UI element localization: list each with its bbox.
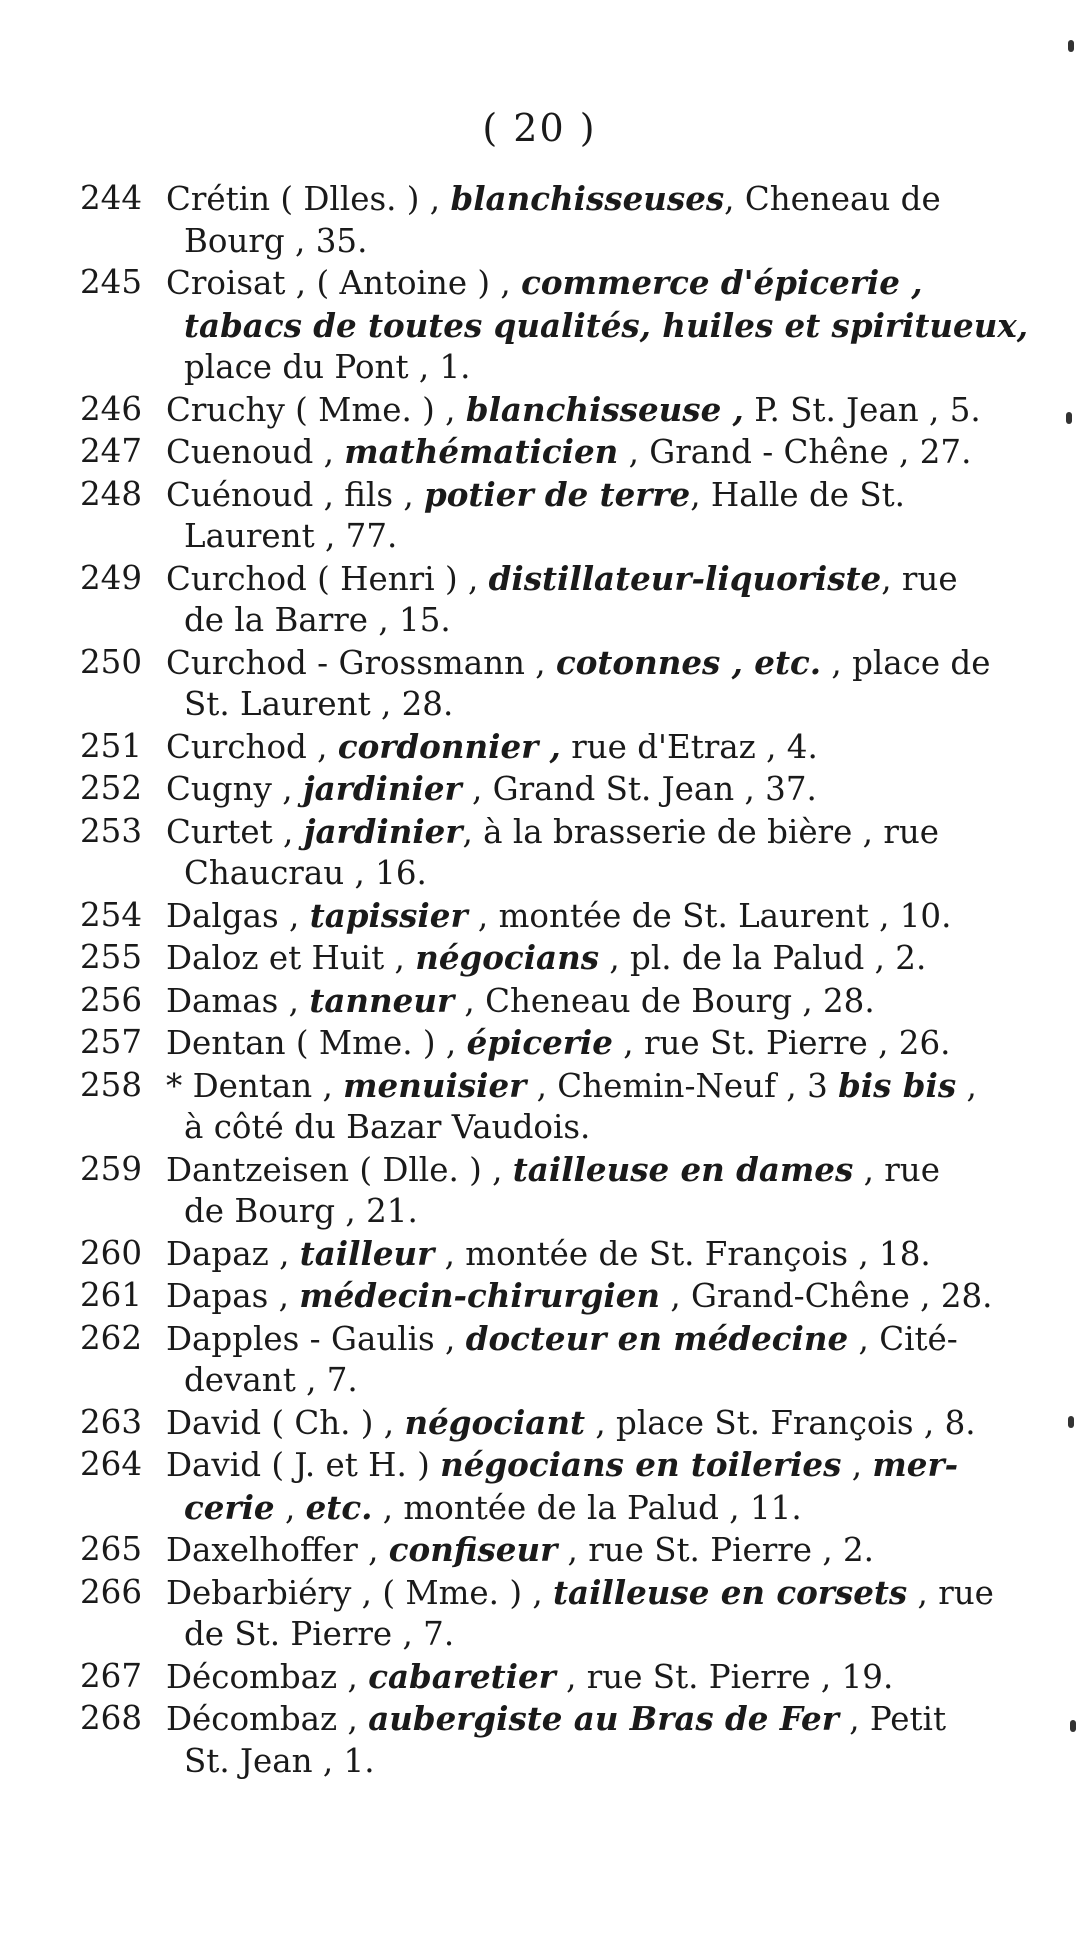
entry-line: * Dentan , menuisier , Chemin-Neuf , 3 bis bis ,: [166, 1065, 977, 1105]
list-item: [80, 1275, 998, 1318]
entry-text: [166, 980, 998, 1023]
entry-line: Damas , tanneur , Cheneau de Bourg , 28.: [166, 980, 875, 1020]
entry-number: 262: [80, 1318, 143, 1357]
list-item: [80, 1572, 998, 1656]
entry-line: Curchod - Grossmann , cotonnes , etc. , place de: [166, 642, 991, 682]
entry-text: [166, 811, 998, 895]
entry-number: 244: [80, 179, 143, 217]
entry-text: [166, 1402, 998, 1445]
list-item: [80, 768, 998, 811]
entry-text: [166, 1656, 998, 1699]
entry-line: David ( Ch. ) , négociant , place St. François , 8.: [166, 1402, 976, 1442]
list-item: [80, 178, 998, 262]
entry-text: [166, 1275, 998, 1318]
list-item: [80, 558, 998, 642]
list-item: [80, 811, 998, 895]
entry-text: [166, 558, 998, 642]
entry-line: Curtet , jardinier, à la brasserie de bière , rue: [166, 811, 940, 851]
entry-line: Dentan ( Mme. ) , épicerie , rue St. Pierre , 26.: [166, 1023, 951, 1062]
list-item: [80, 474, 998, 558]
list-item: [80, 262, 1029, 389]
entry-line: Dapas , médecin-chirurgien , Grand-Chêne , 28.: [166, 1276, 993, 1315]
entry-text: [166, 431, 998, 474]
list-item: [80, 1698, 998, 1782]
entry-text: [166, 937, 998, 980]
entry-text: [166, 1698, 998, 1782]
entry-line: Daloz et Huit , négocians , pl. de la Palud , 2.: [166, 938, 927, 977]
entry-number: 252: [80, 769, 143, 807]
entry-line: Crétin ( Dlles. ) , blanchisseuses, Cheneau de: [166, 179, 941, 218]
entry-text: [166, 262, 1029, 389]
entry-line: Dapples - Gaulis , docteur en médecine , Cité-: [166, 1318, 958, 1358]
entry-line: Bourg , 35.: [184, 221, 368, 260]
entry-line: Décombaz , aubergiste au Bras de Fer , Petit: [166, 1699, 947, 1738]
entry-text: [166, 895, 998, 938]
entry-number: 264: [80, 1445, 143, 1483]
entry-number: 255: [80, 938, 143, 976]
entry-number: 258: [80, 1065, 143, 1104]
entry-number: 247: [80, 432, 143, 470]
list-item: [80, 389, 998, 432]
entry-line: Cugny , jardinier , Grand St. Jean , 37.: [166, 769, 817, 808]
entry-text: [166, 642, 998, 726]
list-item: [80, 431, 998, 474]
entry-line: Dapaz , tailleur , montée de St. François , 18.: [166, 1233, 931, 1273]
entry-text: [166, 1444, 998, 1529]
entry-line: Curchod ( Henri ) , distillateur-liquoriste, rue: [166, 558, 958, 598]
entry-text: [166, 1233, 998, 1276]
list-item: [80, 1022, 998, 1065]
entry-line: cerie , etc. , montée de la Palud , 11.: [184, 1487, 802, 1527]
entry-line: devant , 7.: [184, 1361, 358, 1399]
entry-number: 263: [80, 1402, 143, 1441]
entry-line: Cuenoud , mathématicien , Grand - Chêne , 27.: [166, 432, 972, 471]
entry-number: 268: [80, 1699, 143, 1737]
entry-line: Cruchy ( Mme. ) , blanchisseuse , P. St. Jean , 5.: [166, 389, 981, 429]
entry-line: Curchod , cordonnier , rue d'Etraz , 4.: [166, 726, 818, 766]
entry-number: 257: [80, 1023, 143, 1061]
list-item: [80, 1402, 998, 1445]
entry-text: [166, 389, 998, 432]
entry-line: Dantzeisen ( Dlle. ) , tailleuse en dames , rue: [166, 1149, 940, 1189]
margin-speck: [1066, 412, 1072, 424]
entry-line: Chaucrau , 16.: [184, 854, 427, 892]
entry-number: 245: [80, 263, 143, 301]
entry-line: de Bourg , 21.: [184, 1192, 418, 1230]
list-item: [80, 980, 998, 1023]
entry-number: 267: [80, 1656, 143, 1695]
entry-number: 256: [80, 980, 143, 1019]
entry-line: St. Jean , 1.: [184, 1741, 375, 1780]
entry-line: Debarbiéry , ( Mme. ) , tailleuse en corsets , rue: [166, 1572, 994, 1612]
entry-number: 260: [80, 1233, 143, 1272]
entry-number: 249: [80, 558, 143, 597]
entry-text: [166, 178, 998, 262]
entry-line: Laurent , 77.: [184, 517, 398, 555]
entry-number: 251: [80, 726, 143, 765]
list-item: [80, 726, 998, 769]
entry-text: [166, 1149, 998, 1233]
margin-speck: [1068, 40, 1074, 52]
entry-line: Décombaz , cabaretier , rue St. Pierre , 19.: [166, 1656, 894, 1696]
entry-line: tabacs de toutes qualités, huiles et spiritueux,: [184, 305, 1029, 345]
entry-number: 265: [80, 1530, 143, 1568]
list-item: [80, 1444, 998, 1529]
entry-line: Dalgas , tapissier , montée de St. Laurent , 10.: [166, 895, 952, 935]
entry-number: 266: [80, 1572, 143, 1611]
entry-list: [0, 178, 1079, 1782]
list-item: [80, 1233, 998, 1276]
entry-line: David ( J. et H. ) négocians en toileries , mer-: [166, 1445, 959, 1484]
page-number: ( 20 ): [482, 106, 597, 150]
margin-speck: [1070, 1720, 1076, 1732]
entry-text: [166, 768, 998, 811]
entry-text: [166, 1318, 998, 1402]
entry-line: à côté du Bazar Vaudois.: [184, 1108, 591, 1146]
list-item: [80, 1529, 998, 1572]
margin-speck: [1068, 1416, 1074, 1428]
entry-text: [166, 1065, 998, 1149]
entry-text: [166, 474, 998, 558]
list-item: [80, 1065, 998, 1149]
list-item: [80, 1318, 998, 1402]
entry-text: [166, 1529, 998, 1572]
entry-number: 259: [80, 1149, 143, 1188]
entry-line: Daxelhoffer , confiseur , rue St. Pierre , 2.: [166, 1530, 875, 1569]
entry-line: Cuénoud , fils , potier de terre, Halle de St.: [166, 474, 905, 514]
entry-line: de la Barre , 15.: [184, 601, 451, 639]
list-item: [80, 1149, 998, 1233]
list-item: [80, 642, 998, 726]
list-item: [80, 895, 998, 938]
list-item: [80, 937, 998, 980]
entry-line: St. Laurent , 28.: [184, 685, 454, 723]
entry-number: 254: [80, 895, 143, 934]
entry-number: 250: [80, 642, 143, 681]
entry-text: [166, 1572, 998, 1656]
entry-text: [166, 1022, 998, 1065]
entry-number: 246: [80, 389, 143, 428]
entry-line: place du Pont , 1.: [184, 348, 471, 386]
entry-line: de St. Pierre , 7.: [184, 1615, 455, 1653]
entry-number: 248: [80, 474, 143, 513]
entry-number: 253: [80, 811, 143, 850]
entry-line: Croisat , ( Antoine ) , commerce d'épicerie ,: [166, 263, 923, 302]
list-item: [80, 1656, 998, 1699]
entry-number: 261: [80, 1276, 143, 1314]
entry-text: [166, 726, 998, 769]
